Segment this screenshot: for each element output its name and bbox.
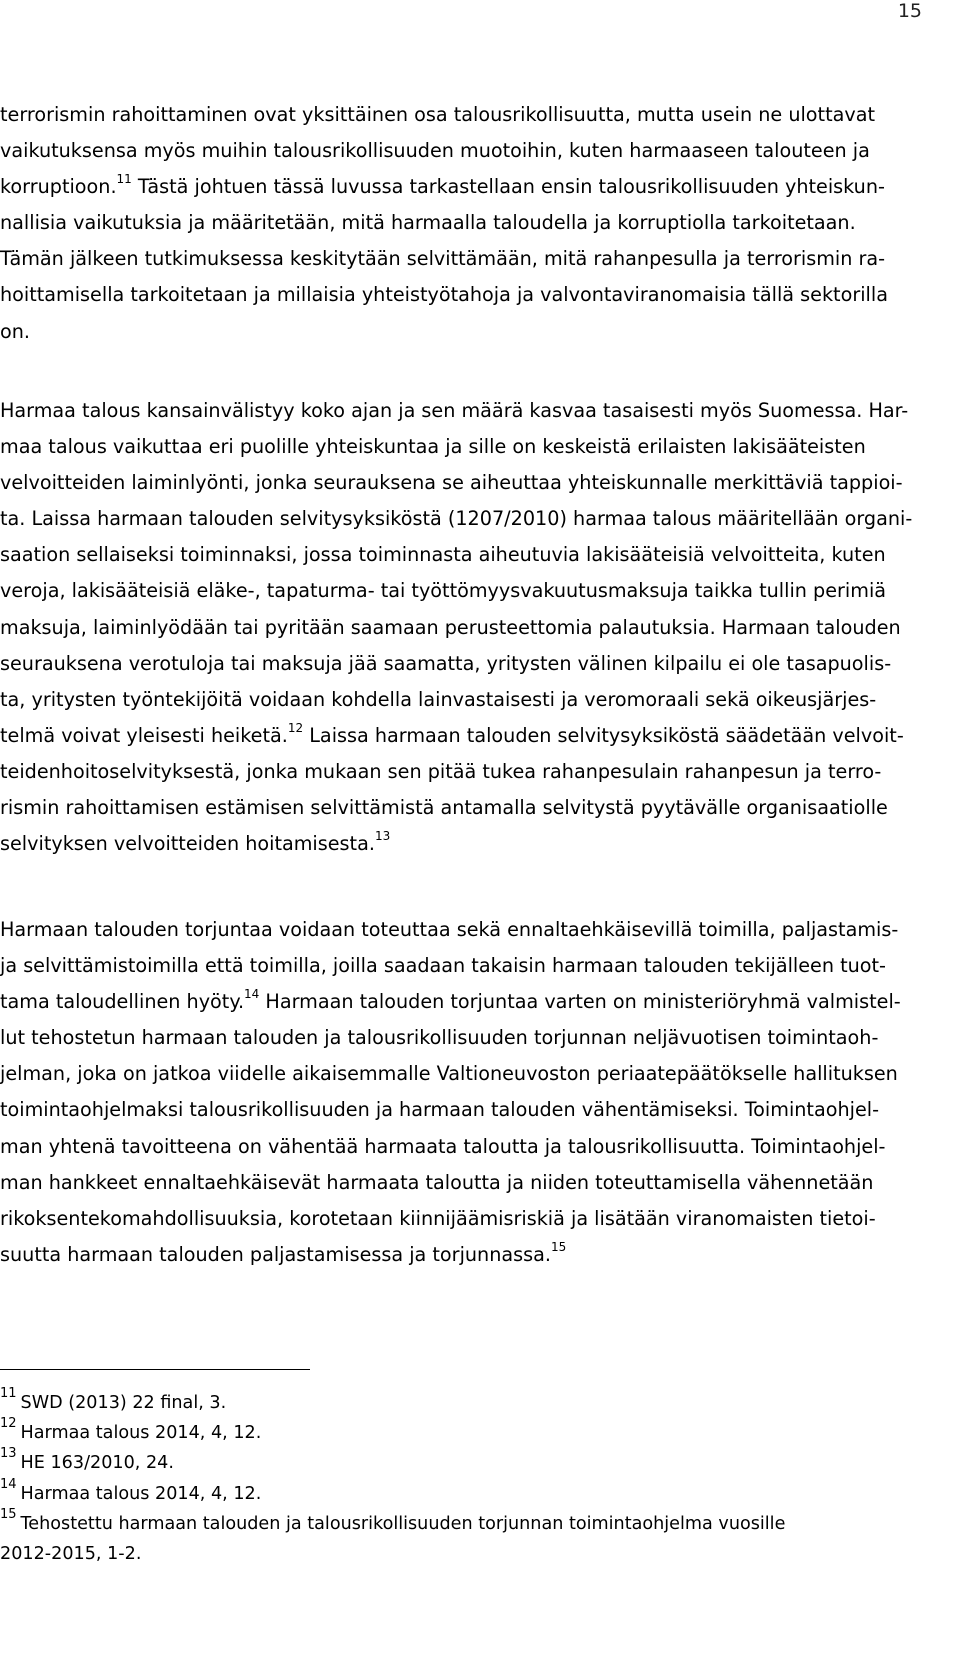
footnote-text: HE 163/2010, 24. bbox=[20, 1453, 174, 1474]
footnote-number: 14 bbox=[0, 1476, 17, 1492]
text-line: ta. Laissa harmaan talouden selvitysyksiköstä (1207/2010) harmaa talous määritellään organi- bbox=[0, 507, 913, 531]
text-line: on. bbox=[0, 319, 30, 343]
footnote-text: Tehostettu harmaan talouden ja talousrikollisuuden torjunnan toimintaohjelma vuosille bbox=[20, 1513, 786, 1534]
footnote-reference: 12 bbox=[287, 720, 304, 735]
footnote-text: SWD (2013) 22 final, 3. bbox=[20, 1393, 227, 1413]
footnote-13 bbox=[0, 1448, 945, 1478]
text-line: teidenhoitoselvityksestä, jonka mukaan sen pitää tukea rahanpesulain rahanpesun ja terro- bbox=[0, 759, 882, 783]
footnote-continuation: 2012-2015, 1-2. bbox=[0, 1543, 142, 1564]
page-number: 15 bbox=[897, 0, 922, 22]
footnote-text: Harmaa talous 2014, 4, 12. bbox=[20, 1483, 262, 1504]
text-line: terrorismin rahoittaminen ovat yksittäinen osa talousrikollisuutta, mutta usein ne ulottavat bbox=[0, 103, 875, 126]
footnote-text: Harmaa talous 2014, 4, 12. bbox=[20, 1423, 262, 1444]
text-segment: Harmaan talouden torjuntaa varten on ministeriöryhmä valmistel- bbox=[259, 990, 901, 1014]
text-line: veroja, lakisääteisiä eläke-, tapaturma- tai työttömyysvakuutusmaksuja taikka tullin perimiä bbox=[0, 579, 887, 603]
text-line: seurauksena verotuloja tai maksuja jää saamatta, yritysten välinen kilpailu ei ole tasapuolis- bbox=[0, 651, 892, 675]
text-line bbox=[0, 718, 945, 754]
text-line: nallisia vaikutuksia ja määritetään, mitä harmaalla taloudella ja korruptiolla tarkoitetaan. bbox=[0, 211, 856, 235]
text-line: velvoitteiden laiminlyönti, jonka seurauksena se aiheuttaa yhteiskunnalle merkittäviä tappioi- bbox=[0, 471, 903, 495]
text-line: Harmaa talous kansainvälistyy koko ajan ja sen määrä kasvaa tasaisesti myös Suomessa. Har- bbox=[0, 399, 909, 422]
text-line: toimintaohjelmaksi talousrikollisuuden ja harmaan talouden vähentämiseksi. Toimintaohjel- bbox=[0, 1098, 880, 1122]
footnote-14 bbox=[0, 1476, 945, 1509]
text-segment: selvityksen velvoitteiden hoitamisesta. bbox=[0, 832, 375, 856]
text-line: Harmaan talouden torjuntaa voidaan toteuttaa sekä ennaltaehkäisevillä toimilla, paljastamis- bbox=[0, 918, 899, 941]
text-line: maa talous vaikuttaa eri puolille yhteiskuntaa ja sille on keskeistä erilaisten lakisääteisten bbox=[0, 435, 866, 459]
text-line: saation sellaiseksi toiminnaksi, jossa toiminnasta aiheutuvia lakisääteisiä velvoitteita, kuten bbox=[0, 543, 886, 567]
text-segment: korruptioon. bbox=[0, 175, 117, 199]
text-line: rikoksentekomahdollisuuksia, korotetaan kiinnijäämisriskiä ja lisätään viranomaisten tietoi- bbox=[0, 1206, 876, 1230]
text-line: vaikutuksensa myös muihin talousrikollisuuden muotoihin, kuten harmaaseen talouteen ja bbox=[0, 139, 870, 163]
footnote-11 bbox=[0, 1388, 945, 1418]
text-segment: telmä voivat yleisesti heiketä. bbox=[0, 723, 288, 747]
text-line: ja selvittämistoimilla että toimilla, joilla saadaan takaisin harmaan talouden tekijälleen tuot- bbox=[0, 954, 886, 978]
footnote-number: 15 bbox=[0, 1506, 17, 1522]
text-line bbox=[0, 1237, 945, 1273]
footnote-reference: 15 bbox=[551, 1239, 567, 1254]
text-line: hoittamisella tarkoitetaan ja millaisia yhteistyötahoja ja valvontaviranomaisia tällä sektorilla bbox=[0, 283, 888, 307]
paragraph-3 bbox=[0, 912, 945, 1273]
footnote-12 bbox=[0, 1418, 945, 1448]
footnote-number: 13 bbox=[0, 1446, 17, 1462]
text-line: man yhtenä tavoitteena on vähentää harmaata taloutta ja talousrikollisuutta. Toimintaohjel- bbox=[0, 1134, 886, 1158]
text-line: Tämän jälkeen tutkimuksessa keskitytään selvittämään, mitä rahanpesulla ja terrorismin ra- bbox=[0, 247, 886, 271]
footnote-number: 11 bbox=[0, 1386, 17, 1401]
text-segment: suutta harmaan talouden paljastamisessa ja torjunnassa. bbox=[0, 1242, 551, 1266]
text-line bbox=[0, 169, 945, 205]
text-line: jelman, joka on jatkoa viidelle aikaisemmalle Valtioneuvoston periaatepäätökselle hallituksen bbox=[0, 1062, 898, 1086]
footnote-reference: 11 bbox=[116, 172, 132, 187]
footnote-15 bbox=[0, 1506, 945, 1539]
text-line: ta, yritysten työntekijöitä voidaan kohdella lainvastaisesti ja veromoraali sekä oikeusjärjes- bbox=[0, 687, 877, 711]
text-line: rismin rahoittamisen estämisen selvittämistä antamalla selvitystä pyytävälle organisaatiolle bbox=[0, 796, 888, 820]
text-segment: Laissa harmaan talouden selvitysyksiköstä säädetään velvoit- bbox=[303, 723, 904, 747]
text-line: man hankkeet ennaltaehkäisevät harmaata taloutta ja niiden toteuttamisella vähennetään bbox=[0, 1170, 874, 1194]
text-line: maksuja, laiminlyödään tai pyritään saamaan perusteettomia palautuksia. Harmaan talouden bbox=[0, 615, 901, 639]
text-line: lut tehostetun harmaan talouden ja talousrikollisuuden torjunnan neljävuotisen toimintaoh- bbox=[0, 1026, 879, 1050]
paragraph-1 bbox=[0, 97, 945, 350]
text-line bbox=[0, 984, 945, 1020]
footnotes bbox=[0, 1388, 945, 1569]
footnote-number: 12 bbox=[0, 1416, 17, 1432]
footnote-separator bbox=[0, 1369, 310, 1370]
text-line bbox=[0, 826, 945, 862]
text-segment: Tästä johtuen tässä luvussa tarkastellaan ensin talousrikollisuuden yhteiskun- bbox=[131, 175, 885, 199]
footnote-reference: 14 bbox=[244, 987, 260, 1002]
footnote-reference: 13 bbox=[374, 829, 391, 844]
paragraph-2 bbox=[0, 393, 945, 862]
text-segment: tama taloudellinen hyöty. bbox=[0, 990, 245, 1014]
